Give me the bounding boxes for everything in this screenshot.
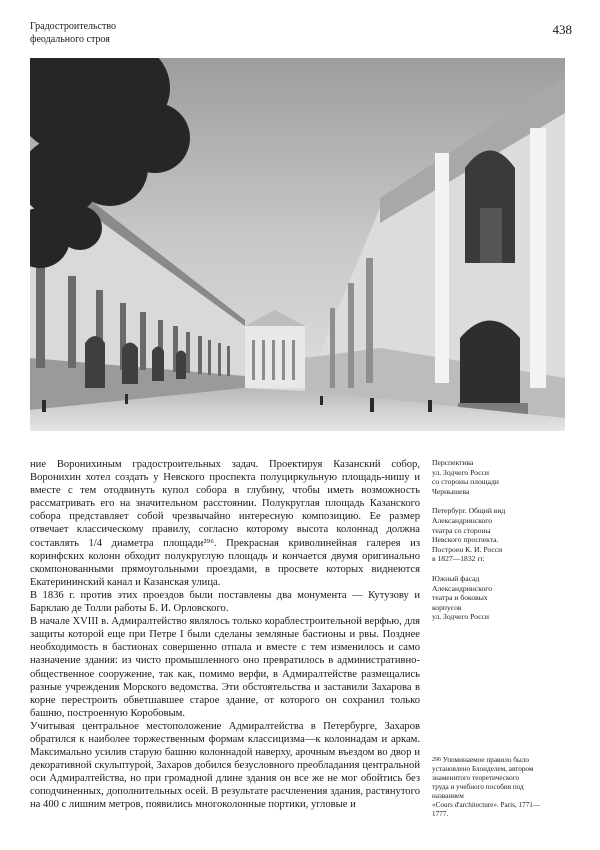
caption-south-facade: Южный фасад Александринского театра и боковых корпусов ул. Зодчего Росси <box>432 573 493 622</box>
caption-column <box>432 458 572 632</box>
paragraph-2: В 1836 г. против этих проездов были поставлены два монумента — Кутузову и Барклаю де Толли работы Б. И. Орловского. <box>30 589 420 615</box>
caption-perspective: Перспектива ул. Зодчего Росси со стороны площади Чернышева <box>432 458 499 496</box>
main-text <box>30 458 420 812</box>
page-number: 438 <box>552 22 572 37</box>
paragraph-1: ние Воронихиным градостроительных задач. Проектируя Казанский собор, Воронихин хотел создать у Невского проспекта полуциркульную площадь-нишу и вместе с тем отодвинуть купол собора в глубину, чтобы иметь возможность рассматривать его на значительном расстоянии. Полукруглая площадь Казанского собора представляет собой чрезвычайно интересную композицию. Ее размер отвечает классическому правилу, согласно которому высота колоннад должна составлять 1/4 диаметра площади²⁹⁶. Прекрасная криволинейная галерея из коринфских колонн обходит полукруглую площадь и кончается двумя оригинально скомпонованными прямоугольными проездами, в просвете которых виднеются Екатерининский канал и Казанская улица. <box>30 459 420 588</box>
paragraph-4: Учитывая центральное местоположение Адмиралтейства в Петербурге, Захаров обратился к наиболее торжественным формам классицизма—к колоннадам и аркам. Максимально усилив старую башню колоннадой наверху, арочным въездом во двор и декоративной скульптурой, Захаров добился безусловного преобладания центральной оси Адмиралтейства, но при громадной длине здания он все же не мог обойтись без соподчиненных, дополнительных осей. В результате расчленения здания, растянутого на 400 с лишним метров, появились многоколонные портики, угловые и <box>30 720 420 811</box>
header-line-1: Градостроительство <box>30 21 117 32</box>
footnote <box>432 756 572 819</box>
footnote-mark: 296 <box>432 757 441 763</box>
paragraph-3: В начале XVIII в. Адмиралтейство являлось только кораблестроительной верфью, для защиты которой еще при Петре I были сделаны земляные бастионы и рвы. Позднее необходимость в бастионах совершенно отпала и вместе с тем изменилось и само назначение здания: из чисто промышленного оно превратилось в административно-общественное сооружение, так как, помимо верфи, в Адмиралтействе размещались разные учреждения Морского ведомства. Эти обстоятельства и заставили Захарова в корне перестроить обветшавшее старое здание, от которого он сохранил только башню, построенную Коробовым. <box>30 616 420 719</box>
distant-theatre <box>245 310 305 388</box>
running-header <box>30 20 116 46</box>
footnote-text: Упоминаемое правило было установлено Блонделем, автором знаменитого теоретического труда и учебного пособия под названием «Cours d'architecture». Paris, 1771— 1777. <box>432 756 541 818</box>
header-line-2: феодального строя <box>30 34 110 45</box>
caption-theatre-general: Петербург. Общий вид Александринского театра со стороны Невского проспекта. Пострoен К. И. Росси в 1827—1832 гг. <box>432 506 506 564</box>
street-photo <box>30 58 565 431</box>
